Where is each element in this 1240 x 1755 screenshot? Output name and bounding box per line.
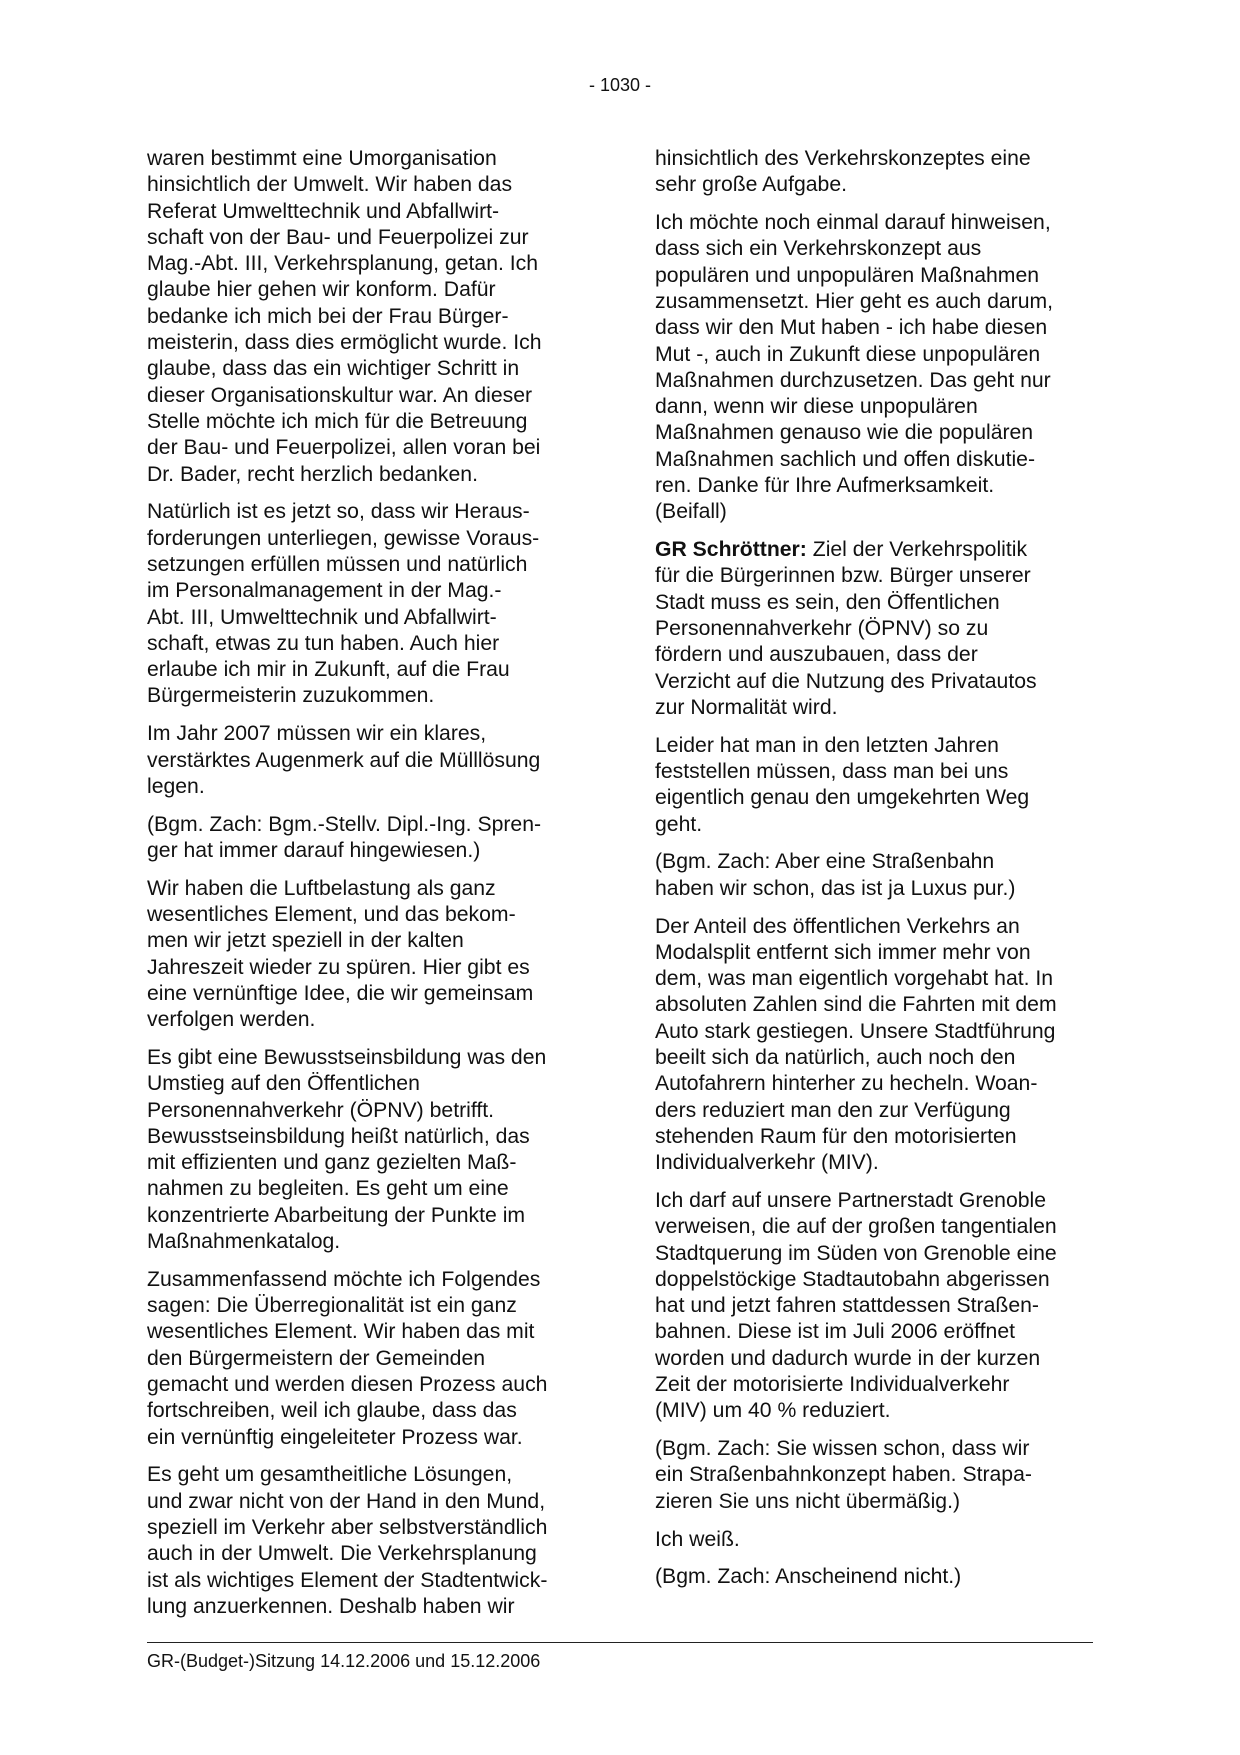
speaker-name: GR Schröttner: xyxy=(655,538,807,562)
paragraph: Zusammenfassend möchte ich Folgendes sagen: Die Überregionalität ist ein ganz wesentliches Element. Wir haben das mit den Bürgermeistern der Gemeinden gemacht und werden diesen Prozess auch fortschreiben, weil ich glaube, dass das ein vernünftig eingeleiteter Prozess war. xyxy=(147,1267,548,1449)
paragraph: Ich darf auf unsere Partnerstadt Grenoble verweisen, die auf der großen tangentialen Stadtquerung im Süden von Grenoble eine doppelstöckige Stadtautobahn abgerissen hat und jetzt fahren stattdessen Straßen- bahnen. Diese ist im Juli 2006 eröffnet worden und dadurch wurde in der kurzen Zeit der motorisierte Individualverkehr (MIV) um 40 % reduziert. xyxy=(655,1188,1057,1423)
paragraph: Es geht um gesamtheitliche Lösungen, und zwar nicht von der Hand in den Mund, speziell im Verkehr aber selbstverständlich auch in der Umwelt. Die Verkehrsplanung ist als wichtiges Element der Stadtentwick- lung anzuerkennen. Deshalb haben wir xyxy=(147,1463,548,1618)
interjection: (Bgm. Zach: Sie wissen schon, dass wir ein Straßenbahnkonzept haben. Strapa- zieren Sie uns nicht übermäßig.) xyxy=(655,1437,1032,1513)
interjection: (Bgm. Zach: Aber eine Straßenbahn haben wir schon, das ist ja Luxus pur.) xyxy=(655,850,1016,900)
paragraph: Wir haben die Luftbelastung als ganz wesentliches Element, und das bekom- men wir jetzt speziell in der kalten Jahreszeit wieder zu spüren. Hier gibt es eine vernünftige Idee, die wir gemeinsam verfolgen werden. xyxy=(147,876,534,1032)
paragraph: Natürlich ist es jetzt so, dass wir Heraus- forderungen unterliegen, gewisse Voraus- setzungen erfüllen müssen und natürlich im Personalmanagement in der Mag.- Abt. III, Umwelttechnik und Abfallwirt- schaft, etwas zu tun haben. Auch hier erlaube ich mir in Zukunft, auf die Frau Bürgermeisterin zuzukommen. xyxy=(147,500,540,708)
paragraph: Es gibt eine Bewusstseinsbildung was den Umstieg auf den Öffentlichen Personennahverkehr (ÖPNV) betrifft. Bewusstseinsbildung heißt natürlich, das mit effizienten und ganz gezielten Maß- nahmen zu begleiten. Es geht um eine konzentrierte Abarbeitung der Punkte im Maßnahmenkatalog. xyxy=(147,1046,547,1254)
speech-paragraph xyxy=(655,537,1100,721)
footer-text: GR-(Budget-)Sitzung 14.12.2006 und 15.12.2006 xyxy=(147,1651,541,1671)
page-number: - 1030 - xyxy=(588,75,652,95)
paragraph: Im Jahr 2007 müssen wir ein klares, verstärktes Augenmerk auf die Mülllösung legen. xyxy=(147,722,541,798)
interjection: (Bgm. Zach: Bgm.-Stellv. Dipl.-Ing. Spren- ger hat immer darauf hingewiesen.) xyxy=(147,812,542,862)
paragraph: Leider hat man in den letzten Jahren feststellen müssen, dass man bei uns eigentlich genau den umgekehrten Weg geht. xyxy=(655,733,1030,836)
paragraph: Ich möchte noch einmal darauf hinweisen, dass sich ein Verkehrskonzept aus populären und unpopulären Maßnahmen zusammensetzt. Hier geht es auch darum, dass wir den Mut haben - ich habe diesen Mut -, auch in Zukunft diese unpopulären Maßnahmen durchzusetzen. Das geht nur dann, wenn wir diese unpopulären Maßnahmen genauso wie die populären Maßnahmen sachlich und offen diskutie- ren. Danke für Ihre Aufmerksamkeit. (Beifall) xyxy=(655,211,1054,524)
paragraph: hinsichtlich des Verkehrskonzeptes eine sehr große Aufgabe. xyxy=(655,147,1031,197)
paragraph: Ich weiß. xyxy=(655,1527,740,1551)
paragraph: Der Anteil des öffentlichen Verkehrs an Modalsplit entfernt sich immer mehr von dem, was man eigentlich vorgehabt hat. In absoluten Zahlen sind die Fahrten mit dem Auto stark gestiegen. Unsere Stadtführung beeilt sich da natürlich, auch noch den Autofahrern hinterher zu hecheln. Woan- ders reduziert man den zur Verfügung stehenden Raum für den motorisierten Individualverkehr (MIV). xyxy=(655,914,1057,1175)
right-column xyxy=(655,146,1100,1602)
speech-text: Ziel der Verkehrspolitik für die Bürgerinnen bzw. Bürger unserer Stadt muss es sein, den Öffentlichen Personennahverkehr (ÖPNV) so zu fördern und auszubauen, dass der Verzicht auf die Nutzung des Privatautos zur Normalität wird. xyxy=(655,538,1037,719)
footer-divider xyxy=(147,1642,1093,1643)
paragraph: waren bestimmt eine Umorganisation hinsichtlich der Umwelt. Wir haben das Referat Umwelttechnik und Abfallwirt- schaft von der Bau- und Feuerpolizei zur Mag.-Abt. III, Verkehrsplanung, getan. Ich glaube hier gehen wir konform. Dafür bedanke ich mich bei der Frau Bürger- meisterin, dass dies ermöglicht wurde. Ich glaube, dass das ein wichtiger Schritt in dieser Organisationskultur war. An dieser Stelle möchte ich mich für die Betreuung der Bau- und Feuerpolizei, allen voran bei Dr. Bader, recht herzlich bedanken. xyxy=(147,147,542,486)
left-column xyxy=(147,146,592,1632)
interjection: (Bgm. Zach: Anscheinend nicht.) xyxy=(655,1565,962,1589)
